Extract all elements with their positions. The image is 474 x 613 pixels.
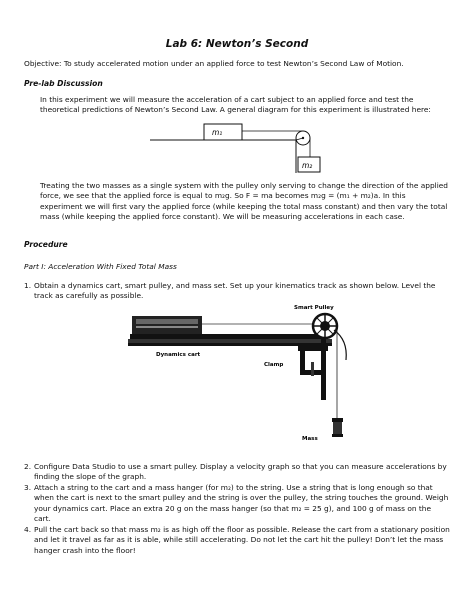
dynamics-cart bbox=[132, 316, 202, 334]
procedure-heading: Procedure bbox=[24, 240, 68, 249]
clamp-label: Clamp bbox=[264, 362, 284, 368]
m2-label: m₂ bbox=[302, 161, 313, 170]
part1-heading: Part I: Acceleration With Fixed Total Mass bbox=[24, 262, 177, 271]
step-4 bbox=[24, 525, 450, 557]
track bbox=[130, 334, 326, 339]
step-3-number: 3. bbox=[24, 483, 32, 492]
step-4-text: Pull the cart back so that mass m₂ is as high off the floor as possible. Release the cart from a stationary position and let it travel as far as it is able, while still accelerating. Do not let the cart hit the pulley! Don’t let the mass hanger crash into the floor! bbox=[34, 525, 450, 555]
m1-label: m₁ bbox=[212, 128, 223, 137]
prelab-intro: In this experiment we will measure the acceleration of a cart subject to an applied force and test the theoretical predictions of Newton’s Second Law. A general diagram for this experiment is illustrated here: bbox=[40, 95, 431, 115]
prelab-heading: Pre-lab Discussion bbox=[24, 79, 103, 88]
objective-text: Objective: To study accelerated motion under an applied force to test Newton’s Second Law of Motion. bbox=[24, 59, 404, 68]
step-3 bbox=[24, 483, 450, 525]
step-2 bbox=[24, 462, 450, 484]
smart-pulley-label: Smart Pulley bbox=[294, 305, 334, 311]
step-4-number: 4. bbox=[24, 525, 32, 534]
mass-hanger bbox=[332, 418, 343, 422]
step-2-number: 2. bbox=[24, 462, 32, 471]
block-m1 bbox=[204, 124, 242, 140]
clamp bbox=[298, 346, 328, 351]
step-2-text: Configure Data Studio to use a smart pulley. Display a velocity graph so that you can measure accelerations by finding the slope of the graph. bbox=[34, 462, 447, 482]
step-1-number: 1. bbox=[24, 281, 32, 290]
apparatus-figure bbox=[128, 300, 358, 450]
prelab-discussion: Treating the two masses as a single system with the pulley only serving to change the direction of the applied force, we see that the applied force is equal to m₂g. So F = ma becomes m₂g = (m₁ + m₂)a. In this experiment we will first vary the applied force (while keeping the total mass constant) and then vary the total mass (while keeping the applied force constant). We will be measuring accelerations in each case. bbox=[40, 181, 448, 222]
general-diagram bbox=[150, 113, 340, 179]
step-3-text: Attach a string to the cart and a mass hanger (for m₂) to the string. Use a string that is long enough so that when the cart is next to the smart pulley and the string is over the pulley, the string touches the ground. Weigh your dynamics cart. Place an extra 20 g on the mass hanger (so that m₂ = 25 g), and 100 g of mass on the cart. bbox=[34, 483, 449, 524]
mass-label: Mass bbox=[302, 436, 318, 442]
page-title: Lab 6: Newton’s Second bbox=[165, 38, 309, 50]
dynamics-cart-label: Dynamics cart bbox=[156, 352, 201, 358]
step-1-text: Obtain a dynamics cart, smart pulley, and mass set. Set up your kinematics track as shown below. Level the track as carefully as possible. bbox=[34, 281, 436, 301]
